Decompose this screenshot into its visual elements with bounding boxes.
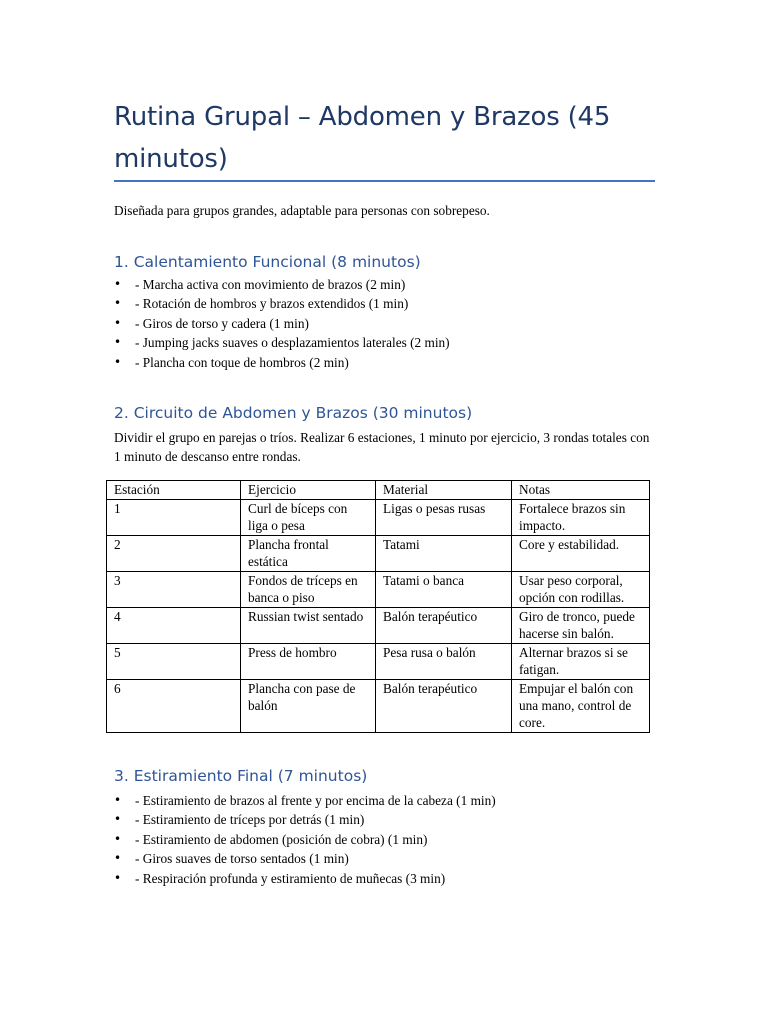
bullet-icon: • — [114, 315, 122, 330]
table-cell: Tatami — [376, 536, 512, 572]
bullet-icon: • — [114, 793, 122, 807]
table-cell: Russian twist sentado — [241, 608, 376, 644]
column-header: Estación — [107, 481, 241, 500]
table-cell: Balón terapéutico — [376, 608, 512, 644]
bullet-icon: • — [114, 335, 122, 350]
list-item — [114, 810, 496, 829]
table-cell: 3 — [107, 572, 241, 608]
list-item — [114, 830, 496, 849]
table-cell: Core y estabilidad. — [512, 536, 650, 572]
section-heading-circuit: 2. Circuito de Abdomen y Brazos (30 minutos) — [114, 404, 473, 422]
column-header: Notas — [512, 481, 650, 500]
list-item-text: - Rotación de hombros y brazos extendidos (1 min) — [135, 296, 409, 312]
table-cell: Plancha con pase de balón — [241, 680, 376, 733]
list-item — [114, 869, 496, 888]
section-heading-stretch: 3. Estiramiento Final (7 minutos) — [114, 767, 368, 785]
table-cell: Giro de tronco, puede hacerse sin balón. — [512, 608, 650, 644]
bullet-icon: • — [114, 277, 122, 291]
table-cell: Fondos de tríceps en banca o piso — [241, 572, 376, 608]
circuit-description: Dividir el grupo en parejas o tríos. Realizar 6 estaciones, 1 minuto por ejercicio, 3 rondas totales con 1 minuto de descanso entre rondas. — [114, 430, 650, 464]
bullet-icon: • — [114, 354, 122, 369]
table-row — [107, 608, 650, 644]
column-header: Material — [376, 481, 512, 500]
list-item-text: - Respiración profunda y estiramiento de muñecas (3 min) — [135, 870, 446, 886]
bullet-icon: • — [114, 296, 122, 311]
table-header-row — [107, 481, 650, 500]
list-item-text: - Giros suaves de torso sentados (1 min) — [135, 851, 349, 867]
list-item-text: - Estiramiento de tríceps por detrás (1 min) — [135, 812, 365, 828]
table-cell: 2 — [107, 536, 241, 572]
list-item — [114, 353, 450, 372]
table-cell: Fortalece brazos sin impacto. — [512, 500, 650, 536]
table-cell: 5 — [107, 644, 241, 680]
list-item-text: - Giros de torso y cadera (1 min) — [135, 315, 309, 331]
table-row — [107, 536, 650, 572]
list-item-text: - Plancha con toque de hombros (2 min) — [135, 354, 349, 370]
table-cell: 4 — [107, 608, 241, 644]
table-cell: Tatami o banca — [376, 572, 512, 608]
list-item — [114, 849, 496, 868]
table-cell: Pesa rusa o balón — [376, 644, 512, 680]
list-item-text: - Estiramiento de abdomen (posición de cobra) (1 min) — [135, 831, 428, 847]
table-cell: Usar peso corporal, opción con rodillas. — [512, 572, 650, 608]
table-cell: Curl de bíceps con liga o pesa — [241, 500, 376, 536]
table-row — [107, 500, 650, 536]
list-item — [114, 791, 496, 810]
list-item — [114, 294, 450, 313]
list-item-text: - Marcha activa con movimiento de brazos (2 min) — [135, 277, 406, 292]
table-row — [107, 680, 650, 733]
table-cell: 6 — [107, 680, 241, 733]
table-cell: Balón terapéutico — [376, 680, 512, 733]
document-title: Rutina Grupal – Abdomen y Brazos (45 minutos) — [114, 102, 611, 174]
list-item — [114, 333, 450, 352]
bullet-icon: • — [114, 870, 122, 885]
bullet-icon: • — [114, 831, 122, 846]
table-cell: Plancha frontal estática — [241, 536, 376, 572]
list-item-text: - Estiramiento de brazos al frente y por encima de la cabeza (1 min) — [135, 793, 496, 808]
column-header: Ejercicio — [241, 481, 376, 500]
title-underline — [114, 180, 655, 182]
stretch-list — [114, 791, 496, 888]
table-cell: 1 — [107, 500, 241, 536]
table-cell: Press de hombro — [241, 644, 376, 680]
table-row — [107, 572, 650, 608]
list-item-text: - Jumping jacks suaves o desplazamientos laterales (2 min) — [135, 335, 450, 351]
table-cell: Empujar el balón con una mano, control de core. — [512, 680, 650, 733]
section-heading-warmup: 1. Calentamiento Funcional (8 minutos) — [114, 253, 421, 271]
bullet-icon: • — [114, 812, 122, 827]
stations-table — [106, 480, 650, 733]
table-cell: Ligas o pesas rusas — [376, 500, 512, 536]
list-item — [114, 275, 450, 294]
list-item — [114, 314, 450, 333]
intro-text: Diseñada para grupos grandes, adaptable para personas con sobrepeso. — [114, 203, 490, 218]
bullet-icon: • — [114, 851, 122, 866]
warmup-list — [114, 275, 450, 372]
table-cell: Alternar brazos si se fatigan. — [512, 644, 650, 680]
table-row — [107, 644, 650, 680]
